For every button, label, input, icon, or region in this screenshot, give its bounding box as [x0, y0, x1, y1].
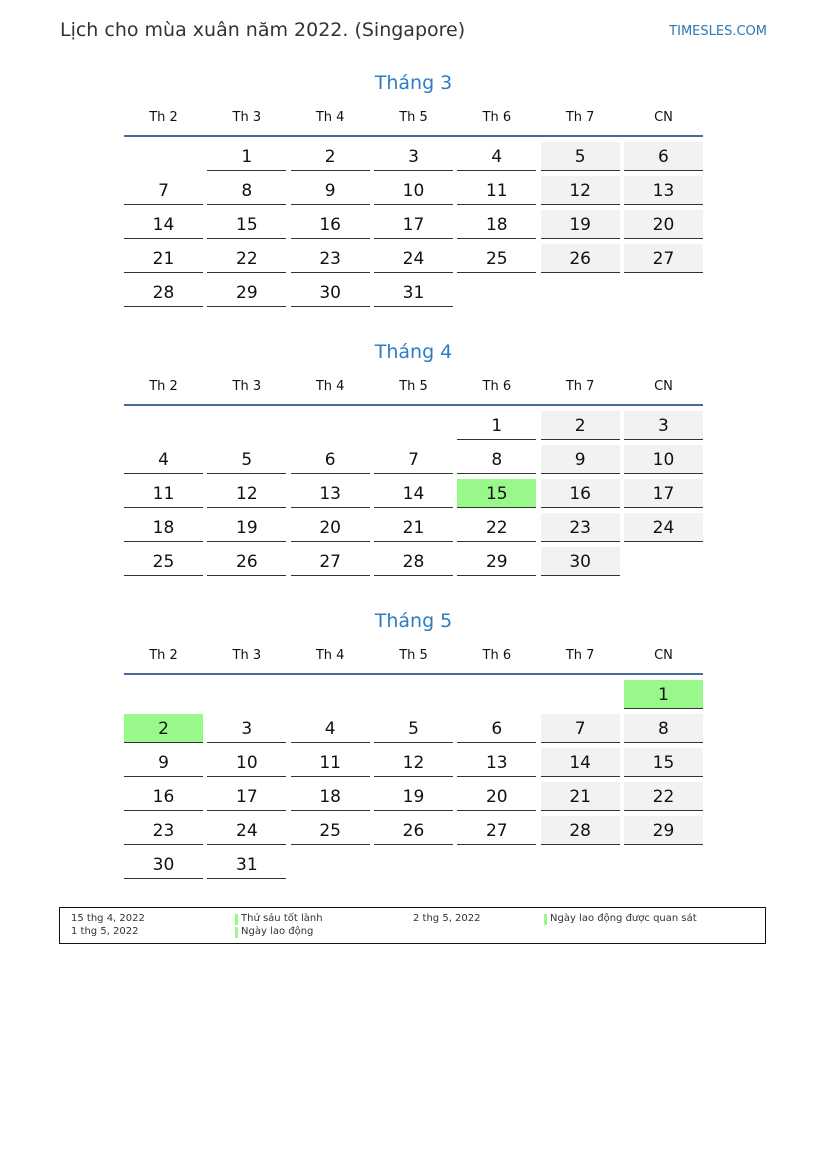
day-cell[interactable]: 5 — [207, 445, 286, 474]
day-cell[interactable]: 24 — [207, 816, 286, 845]
weekday-label: Th 7 — [565, 379, 595, 394]
day-cell[interactable]: 18 — [457, 210, 536, 239]
day-cell[interactable]: 24 — [624, 513, 703, 542]
day-cell[interactable]: 13 — [457, 748, 536, 777]
weekday-label: Th 4 — [315, 379, 345, 394]
weekday-label: CN — [654, 110, 673, 125]
day-cell[interactable]: 25 — [457, 244, 536, 273]
page-title: Lịch cho mùa xuân năm 2022. (Singapore) — [60, 19, 466, 41]
weekday-label: Th 4 — [315, 648, 345, 663]
day-cell[interactable]: 8 — [624, 714, 703, 743]
day-cell[interactable]: 21 — [374, 513, 453, 542]
weekday-label: Th 2 — [149, 379, 178, 394]
day-cell[interactable]: 28 — [541, 816, 620, 845]
day-grid — [124, 411, 703, 576]
day-cell[interactable]: 25 — [124, 547, 203, 576]
day-cell[interactable]: 12 — [374, 748, 453, 777]
day-cell[interactable]: 29 — [207, 278, 286, 307]
legend-date: 15 thg 4, 2022 — [71, 913, 145, 924]
day-cell[interactable]: 19 — [541, 210, 620, 239]
day-cell[interactable]: 19 — [207, 513, 286, 542]
holiday-day-cell[interactable]: 2 — [124, 714, 203, 743]
weekday-label: Th 5 — [399, 110, 428, 125]
weekday-label: Th 2 — [149, 110, 178, 125]
weekday-label: Th 7 — [565, 648, 595, 663]
empty-cell — [207, 411, 286, 440]
legend-date: 2 thg 5, 2022 — [413, 913, 481, 924]
day-cell[interactable]: 15 — [207, 210, 286, 239]
weekday-label: Th 3 — [232, 648, 262, 663]
day-cell[interactable]: 6 — [457, 714, 536, 743]
day-cell[interactable]: 8 — [457, 445, 536, 474]
day-cell[interactable]: 1 — [457, 411, 536, 440]
legend-holiday-name: Ngày lao động — [235, 926, 313, 937]
day-cell[interactable]: 24 — [374, 244, 453, 273]
day-cell[interactable]: 4 — [457, 142, 536, 171]
day-cell[interactable]: 17 — [207, 782, 286, 811]
day-cell[interactable]: 7 — [124, 176, 203, 205]
day-cell[interactable]: 14 — [374, 479, 453, 508]
day-cell[interactable]: 10 — [207, 748, 286, 777]
day-cell[interactable]: 7 — [541, 714, 620, 743]
month-calendar — [124, 70, 703, 307]
day-cell[interactable]: 11 — [457, 176, 536, 205]
day-cell[interactable]: 28 — [374, 547, 453, 576]
empty-cell — [207, 680, 286, 709]
day-cell[interactable]: 20 — [624, 210, 703, 239]
weekday-label: Th 6 — [482, 648, 512, 663]
day-cell[interactable]: 25 — [291, 816, 370, 845]
day-cell[interactable]: 14 — [541, 748, 620, 777]
day-cell[interactable]: 17 — [374, 210, 453, 239]
day-cell[interactable]: 16 — [291, 210, 370, 239]
day-cell[interactable]: 2 — [541, 411, 620, 440]
day-cell[interactable]: 18 — [124, 513, 203, 542]
day-cell[interactable]: 20 — [291, 513, 370, 542]
day-cell[interactable]: 27 — [291, 547, 370, 576]
month-calendar — [124, 339, 703, 576]
weekday-label: Th 6 — [482, 379, 512, 394]
day-cell[interactable]: 26 — [374, 816, 453, 845]
day-cell[interactable]: 8 — [207, 176, 286, 205]
day-cell[interactable]: 1 — [207, 142, 286, 171]
day-cell[interactable]: 30 — [124, 850, 203, 879]
day-cell[interactable]: 9 — [291, 176, 370, 205]
day-cell[interactable]: 27 — [624, 244, 703, 273]
day-cell[interactable]: 4 — [291, 714, 370, 743]
day-cell[interactable]: 7 — [374, 445, 453, 474]
month-calendar — [124, 608, 703, 879]
day-cell[interactable]: 13 — [624, 176, 703, 205]
day-cell[interactable]: 29 — [457, 547, 536, 576]
weekday-label: Th 3 — [232, 110, 262, 125]
weekday-label: Th 4 — [315, 110, 345, 125]
weekday-label: CN — [654, 648, 673, 663]
weekday-label: Th 7 — [565, 110, 595, 125]
day-cell[interactable]: 9 — [124, 748, 203, 777]
day-cell[interactable]: 18 — [291, 782, 370, 811]
day-cell[interactable]: 2 — [291, 142, 370, 171]
weekday-label: CN — [654, 379, 673, 394]
empty-cell — [124, 142, 203, 171]
empty-cell — [374, 411, 453, 440]
site-link[interactable]: TIMESLES.COM — [669, 24, 767, 39]
month-title: Tháng 3 — [374, 72, 453, 94]
weekday-label: Th 5 — [399, 379, 428, 394]
weekday-header-row — [124, 109, 703, 137]
day-cell[interactable]: 16 — [541, 479, 620, 508]
day-cell[interactable]: 6 — [291, 445, 370, 474]
day-cell[interactable]: 19 — [374, 782, 453, 811]
day-cell[interactable]: 26 — [541, 244, 620, 273]
day-cell[interactable]: 29 — [624, 816, 703, 845]
day-cell[interactable]: 23 — [291, 244, 370, 273]
holiday-day-cell[interactable]: 15 — [457, 479, 536, 508]
day-cell[interactable]: 23 — [541, 513, 620, 542]
empty-cell — [374, 680, 453, 709]
weekday-label: Th 2 — [149, 648, 178, 663]
day-cell[interactable]: 30 — [291, 278, 370, 307]
empty-cell — [124, 680, 203, 709]
day-cell[interactable]: 14 — [124, 210, 203, 239]
weekday-label: Th 6 — [482, 110, 512, 125]
day-cell[interactable]: 10 — [374, 176, 453, 205]
day-cell[interactable]: 22 — [207, 244, 286, 273]
empty-cell — [291, 411, 370, 440]
day-cell[interactable]: 20 — [457, 782, 536, 811]
legend-holiday-name: Ngày lao động được quan sát — [544, 913, 697, 924]
weekday-label: Th 3 — [232, 379, 262, 394]
day-cell[interactable]: 10 — [624, 445, 703, 474]
day-cell[interactable]: 3 — [374, 142, 453, 171]
day-cell[interactable]: 3 — [207, 714, 286, 743]
empty-cell — [457, 680, 536, 709]
day-cell[interactable]: 17 — [624, 479, 703, 508]
day-cell[interactable]: 28 — [124, 278, 203, 307]
day-cell[interactable]: 11 — [124, 479, 203, 508]
day-cell[interactable]: 23 — [124, 816, 203, 845]
holiday-day-cell[interactable]: 1 — [624, 680, 703, 709]
holiday-legend — [59, 907, 766, 944]
day-cell[interactable]: 9 — [541, 445, 620, 474]
day-cell[interactable]: 3 — [624, 411, 703, 440]
day-cell[interactable]: 13 — [291, 479, 370, 508]
legend-date: 1 thg 5, 2022 — [71, 926, 139, 937]
day-cell[interactable]: 12 — [541, 176, 620, 205]
month-title: Tháng 4 — [374, 341, 453, 363]
day-cell[interactable]: 6 — [624, 142, 703, 171]
day-cell[interactable]: 31 — [374, 278, 453, 307]
day-cell[interactable]: 21 — [124, 244, 203, 273]
empty-cell — [124, 411, 203, 440]
day-cell[interactable]: 15 — [624, 748, 703, 777]
day-cell[interactable]: 16 — [124, 782, 203, 811]
day-cell[interactable]: 11 — [291, 748, 370, 777]
day-cell[interactable]: 30 — [541, 547, 620, 576]
day-cell[interactable]: 4 — [124, 445, 203, 474]
day-cell[interactable]: 5 — [541, 142, 620, 171]
day-grid — [124, 680, 703, 879]
day-cell[interactable]: 31 — [207, 850, 286, 879]
day-cell[interactable]: 21 — [541, 782, 620, 811]
legend-holiday-name: Thứ sáu tốt lành — [235, 913, 323, 924]
weekday-header-row — [124, 378, 703, 406]
weekday-header-row — [124, 647, 703, 675]
day-cell[interactable]: 27 — [457, 816, 536, 845]
empty-cell — [291, 680, 370, 709]
day-cell[interactable]: 12 — [207, 479, 286, 508]
day-grid — [124, 142, 703, 307]
day-cell[interactable]: 22 — [457, 513, 536, 542]
day-cell[interactable]: 5 — [374, 714, 453, 743]
weekday-label: Th 5 — [399, 648, 428, 663]
empty-cell — [541, 680, 620, 709]
day-cell[interactable]: 22 — [624, 782, 703, 811]
day-cell[interactable]: 26 — [207, 547, 286, 576]
month-title: Tháng 5 — [374, 610, 453, 632]
